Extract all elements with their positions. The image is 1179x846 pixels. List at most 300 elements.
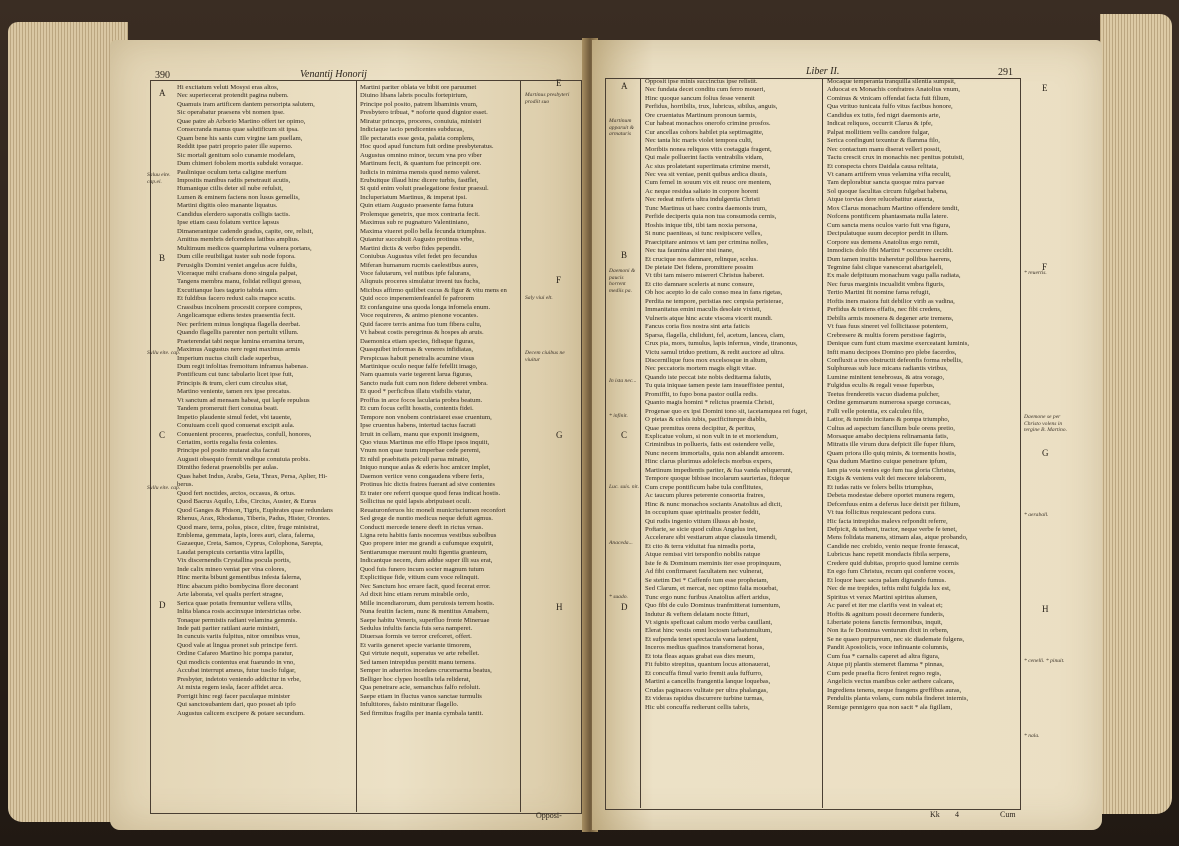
verse-line: Nec perfriem minus longiqua flagella deerbat.	[177, 320, 301, 328]
verse-line: Teetus frenderetis vacuo diadema pulcher,	[827, 390, 940, 398]
verse-line: Daemon veriice veno congaudens vibere feris,	[360, 472, 485, 480]
verse-line: At mixta regem iesla, facer affidet arca.	[177, 684, 284, 692]
verse-line: berus.	[177, 481, 194, 489]
verse-line: Qua vtrituo tunicata fulfo vitus facibus honore,	[827, 103, 953, 111]
verse-line: Nec contactum manu diserat velleri possit,	[827, 145, 942, 153]
verse-line: Martini a cancellis frangentia lanque loquebas,	[645, 678, 771, 686]
verse-line: Miratur princeps, proceres, conuiuia, ministri	[360, 117, 482, 125]
verse-line: Inde pati pariter ratilant aurte ministri,	[177, 625, 280, 632]
verse-line: Hinc merita bibunt gementibus infesta falerna,	[177, 574, 302, 582]
left-margin-note-2: Sullu eite. cap.	[147, 350, 181, 356]
verse-line: Defpicit, & tetbent, tractor, neque verbe fe tenet,	[827, 526, 957, 534]
signature-mark: Kk	[930, 810, 940, 819]
verse-line: Augustus calicem excipere & potare secundum.	[177, 709, 305, 717]
verse-line: Hinc clarus plurimus adolefecis morbus expers,	[645, 458, 773, 466]
verse-line: Et videras rapidus discurrere turbine turmas,	[645, 695, 764, 703]
verse-line: Ac paref et iter me clarifis vest in valeat et;	[827, 602, 943, 610]
verse-line: Quod mare, terra, polus, pisce, clitre, fruge ministrat,	[177, 523, 320, 531]
verse-line: Quiantur succubuit Augusto protinus vrbe,	[360, 236, 474, 244]
verse-line: Maximus sub re pugnaturo Valentiniano,	[360, 219, 469, 227]
verse-line: Sedulus infultis fancia fuis sera namperet.	[360, 625, 473, 632]
verse-line: Tempore quoque bibisse incolarum saurierias, fideque	[645, 475, 790, 483]
right-catchword: Cum	[1000, 810, 1016, 819]
verse-line: Et crucique nos damnare, relinque, scelus.	[645, 255, 758, 263]
verse-line: In occupium quae spiritualis proster feddit,	[645, 509, 761, 517]
verse-line: Hic ubi concuffa redierunt cellis tabris,	[645, 703, 750, 711]
right-inner-letter-b: B	[621, 250, 628, 260]
verse-line: Arte laborata, vel qualis perfert stragne,	[177, 591, 284, 599]
right-inner-note-1: Martinum apparuit & armaturis	[609, 118, 635, 138]
verse-line: Nunc necem immortalis, quia non ablandit amorem.	[645, 449, 785, 457]
verse-line: Quod fuis funero incum socter magnum tutum	[360, 565, 485, 573]
verse-line: Erubuitque illaud hinc dicere turbis, fastflet,	[360, 176, 479, 184]
verse-line: Et cito & terra viduitat fua nimsdis porta,	[645, 542, 756, 550]
verse-line: Quid facere terris anima fuo tum fibera cultu,	[360, 320, 482, 328]
verse-line: Libertate potens fanctis fermonibus, inquit,	[827, 619, 943, 626]
verse-line: Elerat hinc vestis omni loctosm tarbatumultum,	[645, 627, 773, 635]
verse-line: Et concuffa fimul vario fremit aula fuffurro,	[645, 669, 763, 677]
verse-line: Serica quae potatis fremuntur vellera villis,	[177, 599, 293, 607]
left-running-head: Venantij Honorij	[300, 69, 367, 80]
verse-line: Porrigit hinc regi facer paculaque minister	[177, 692, 291, 700]
verse-line: Criminibus in pollueris, fatis est ostendere velle,	[645, 441, 775, 449]
verse-line: Certatim, sortis regalia festa colentes.	[177, 439, 278, 447]
verse-line: Infultitores, falsto miniturar flagello.	[360, 701, 459, 709]
verse-line: Credere quid dubitas, proprio quod lumine cernis	[827, 559, 959, 567]
verse-line: Et loquor haec sacra palam dignando fumus.	[827, 576, 947, 584]
verse-line: Aduocat ex Monachis confratres Anatolius vnum,	[827, 86, 960, 94]
right-inner-note-6: Anaceda...	[609, 540, 633, 546]
verse-line: Qui rudis ingenio vitium illusus ab hoste,	[645, 517, 756, 525]
verse-line: Accelerare sibi vestiarum atque clausula timendi,	[645, 534, 777, 542]
verse-line: Infit manu decipoes Domino pro plebe facerdos,	[827, 348, 957, 356]
verse-line: Martini dictis & verbo fides pependit.	[360, 244, 462, 252]
verse-line: Ligna retu habitis fanis nocemus vestibus subolbus	[360, 532, 497, 540]
right-page-edges	[1100, 14, 1172, 814]
verse-line: Conducti mercede tenere deeft in rictus vrnas.	[360, 523, 484, 531]
verse-line: Quam bene his sanis cum virgine iam puellam,	[177, 134, 303, 142]
verse-line: Debeta modestae debere oportet munera regem,	[827, 492, 955, 500]
verse-line: Latior, & tumido incitans & pompa triumpho,	[827, 416, 950, 424]
verse-line: Explicitique fide, vitium cum voce relinquit.	[360, 574, 480, 582]
verse-line: Moribiis nonea reliquos vitis coetaggia fragent,	[645, 145, 772, 153]
right-outer-note-1: * reuertis.	[1024, 270, 1047, 276]
verse-line: Ille pectaratis esse gesta, palatia complens,	[360, 134, 475, 142]
left-margin-letter-a: A	[159, 88, 166, 98]
verse-line: Confluxit a tres obstructit defeonfis forma rebellis,	[827, 356, 963, 364]
verse-line: Inmodicis dolo fibi Martini * occurrere cecidit.	[827, 247, 954, 255]
verse-line: Vt signis speficaat calum modo verba cauillant,	[645, 619, 773, 626]
verse-line: Et iudas ratis ve folers bellis triumphus,	[827, 483, 934, 491]
verse-line: Martinique oculo neque falfe fefellit imago,	[360, 362, 478, 370]
verse-line: Humanique ciilis deter sil nube refulsit,	[177, 185, 283, 193]
verse-line: Hinc & nunc monachos sociants Anatolius ad dicit,	[645, 500, 783, 508]
verse-line: Hinc quoque sancum folius fesse venenit	[645, 94, 755, 102]
verse-line: Martino veniente, tamen rex ipse precatus.	[177, 388, 291, 396]
verse-line: Proffus in arce focos lacularia probra beatum.	[360, 396, 483, 404]
left-margin-letter-d: D	[159, 600, 166, 610]
verse-line: Quae patre ab Arborio Martino offert ter opimo,	[177, 117, 306, 125]
verse-line: Hoftis & agnitum possit decernere funderis,	[827, 610, 945, 618]
verse-line: Perfidus, horribilis, trux, lubricus, sibilus, anguis,	[645, 103, 778, 111]
left-margin-letter-c: C	[159, 430, 166, 440]
verse-line: Cominus & vtnicam offendat facta fuit filium,	[827, 94, 951, 102]
verse-line: Et tota fleas aquas grabat eas dies meum,	[645, 652, 755, 660]
verse-line: Qui virtute nequit, superatus ve arte rebellet.	[360, 650, 480, 658]
verse-line: Praeterendat tabi neque lumina erramina terum,	[177, 337, 305, 345]
verse-line: Quo viuus Martinus me effo Hispe ipsos inquiit,	[360, 439, 490, 447]
verse-line: Reuaturonferuos hic moneli municrisciumen reconfort	[360, 506, 506, 514]
verse-line: Vulneris atque hinc acute viscera vicerit mundi.	[645, 314, 773, 322]
verse-line: Lumine minitent tenebrosus, & atra vorago,	[827, 373, 945, 381]
verse-line: Pontificum cui tunc tabulario licet ipse fuit,	[177, 371, 294, 379]
verse-line: Nec tanta hic maris violet tempora culti,	[645, 137, 753, 145]
verse-line: Ipse etiam casu folatum vertice lapsus	[177, 219, 279, 227]
verse-line: Opposit ipse minis succinctus ipse relistit.	[645, 78, 758, 85]
verse-line: Amittus membris defcendens latibus amplius.	[177, 236, 300, 244]
verse-line: Fit fubito strepitus, quantum locus attonauerat,	[645, 661, 770, 669]
verse-line: Perfidus & totiens effafis, nec fibi credens,	[827, 306, 942, 314]
verse-line: Explicatue volum, si non vult in te et moriendum,	[645, 433, 778, 441]
verse-line: Quid occo impenemienfeanfel fe pafrorem	[360, 295, 475, 303]
verse-line: Poftarie, se sicie quod cultus Angelus iret,	[645, 526, 758, 534]
verse-line: Palpat mollitiem vellis candore fulgar,	[827, 128, 930, 136]
verse-line: Augusti obsequio fremit vndique conuiuia probis.	[177, 455, 310, 463]
verse-line: Ob hoc acepto lo de calo conso mea in fans rigetas,	[645, 289, 783, 297]
verse-line: Paulinique oculum terta caligine merfum	[177, 168, 287, 176]
verse-line: Ore cruentatus Martinum pronoun tarmis,	[645, 111, 757, 119]
verse-line: Morsaque amabo decipiens relinamanta fatis,	[827, 433, 949, 441]
verse-line: Ipse cruentus habens, intertud tactus facrati	[360, 422, 476, 430]
verse-line: Crebresere & multis forem perstisse fagirris,	[827, 331, 947, 339]
verse-line: Ac sius prolatetant superiimata crimine mersit,	[645, 162, 771, 170]
verse-line: Et cito damnare sceleris at nunc consure,	[645, 280, 755, 288]
verse-line: Et nihil praebitatis peiculi parua minatio,	[360, 455, 470, 463]
verse-line: Tunc ergo nunc furibus Anatolius affert aridus,	[645, 593, 771, 601]
verse-line: Dimitho federat praenobilis per aulas.	[177, 464, 279, 472]
verse-line: Accubat interrupt ameus, futur tusclo fulgar,	[177, 667, 296, 675]
verse-line: Tactu crescit crux in monachis nec penitus potuisti,	[827, 154, 964, 162]
verse-line: Corpore sus demens Anatolius ergo remit,	[827, 238, 940, 246]
right-outer-note-2: Daemone se per Christo volens in tergine B. Martino.	[1024, 414, 1067, 434]
verse-line: Quo propere inter me grandi a cufumque exquirit,	[360, 540, 494, 548]
verse-line: Reddit ipse patri proprio pater ille superno.	[177, 143, 293, 151]
verse-line: Sentiarumque meruunt multi figentia granteum,	[360, 548, 488, 556]
verse-line: Sed Clarum, et mercat, nec optimo falia mouebat,	[645, 585, 778, 593]
left-inner-margin-rule	[520, 80, 521, 812]
center-letter-e: E	[556, 78, 562, 88]
verse-line: Tangens membra manu, folidat relliqui gressu,	[177, 278, 302, 286]
verse-line: Lubricus hanc repetit mondacis fibila serpens,	[827, 551, 951, 559]
verse-line: Cur habeat monachos onerofo crimine prosfos.	[645, 120, 771, 128]
verse-line: Fulli velle potentia, ex calculeu filo,	[827, 407, 924, 415]
verse-line: Discernilique fuos mox excelsosque in altum,	[645, 356, 768, 364]
verse-line: Sancto nuda fuit cum non fidere deberet vmbra.	[360, 379, 488, 387]
verse-line: Dum chimeri fobolem mortis subdukt voraque.	[177, 160, 303, 168]
verse-line: Sed firmitus fragilis per inania cymbala tantit.	[360, 709, 484, 717]
verse-line: Rhenus, Arax, Rhodanus, Tiberis, Padus, Hister, Orontes.	[177, 515, 331, 523]
verse-line: Hic facta intrepidus malevs refpondit referre,	[827, 517, 948, 525]
verse-line: Micibus affirmo quilibet cucus & figur & vitu mens en	[360, 286, 507, 294]
center-letter-h: H	[556, 602, 563, 612]
verse-line: Immanitatus emini maculis desolate vixisti,	[645, 306, 762, 314]
verse-line: Diuersas formis ve terror crefceret, offert.	[360, 633, 472, 641]
verse-line: Principe pol posito mutarat alta facrati	[177, 447, 280, 455]
verse-line: Sulphureas sub luce micans radiantis viribus,	[827, 365, 948, 373]
verse-line: Quae premitus orens decipitur, & peritus,	[645, 424, 756, 432]
verse-line: Vix discernendis Crystallina pocula portis,	[177, 557, 291, 565]
verse-line: Quando iste peccat iste nobis deditarma falutis,	[645, 373, 772, 381]
right-inner-letter-c: C	[621, 430, 628, 440]
verse-line: Cum pede praefia ficro feniret regno regis,	[827, 669, 942, 677]
verse-line: Tempore non vnobem contristaret esse cruentum,	[360, 413, 492, 421]
verse-line: Daemonica etiam species, fidisque figuras,	[360, 337, 475, 345]
verse-line: Et variis generet specie variante timorem,	[360, 641, 472, 649]
verse-line: Cum sancta mens oculos vario fuit vna figura,	[827, 221, 951, 229]
verse-line: Remige pennigero qua non sacit * ala figillam,	[827, 703, 953, 711]
verse-line: Ad dixit hinc etiam rerum mirabile ordo,	[360, 591, 470, 599]
verse-line: Cum crepe pontificum habe tula conflitutes,	[645, 483, 763, 491]
verse-line: Laudat perspicuis certantia vitra lapillis,	[177, 548, 285, 556]
verse-line: Multimum medicos quamplurima vulnera portans,	[177, 244, 312, 252]
verse-line: Tonaque permistis radiant velamina gemmis.	[177, 616, 298, 624]
verse-line: Vt canam artifrem vnus velamina vifta reculit,	[827, 170, 951, 178]
verse-line: Tunc Martinus ut haec contra daemonis trum,	[645, 204, 767, 212]
verse-line: Victu samul triduo pretium, & redit auctore ad ultra.	[645, 348, 785, 356]
verse-line: Principe pol posito, patrem libaminis vnum,	[360, 100, 478, 108]
verse-line: Prolemque genetrix, que mox contraria fecit.	[360, 210, 480, 218]
right-inner-note-5: Luc. suis. nit.	[609, 484, 639, 490]
right-outer-note-4: * cenelli. * pinuit.	[1024, 658, 1065, 664]
verse-line: Inceros medius quafinos transfornerat horas,	[645, 644, 765, 652]
verse-line: Diuino libans labris poculis fortepirium,	[360, 92, 468, 100]
verse-line: Quasquibet informas & veneres infidiatas,	[360, 346, 474, 354]
verse-line: Inlita blanca rosis accinxque interstrictas orbe.	[177, 608, 302, 616]
verse-line: Martinum impedientis pariter, & fua vanda reliquerunt,	[645, 466, 793, 474]
verse-line: Imperium nuctus ciuili clade superbus,	[177, 354, 281, 362]
verse-line: Emblema, gemmata, lapis, lores auri, clara, falerna,	[177, 532, 315, 540]
verse-line: Consecranda manus quae salutificum sit ipsa.	[177, 126, 299, 134]
verse-line: Sic mortali genitum solo cunamie modelam,	[177, 151, 296, 159]
left-margin-letter-b: B	[159, 253, 166, 263]
verse-line: Gazaeque, Creta, Samos, Cyprus, Colophona, Sarepta,	[177, 540, 323, 548]
verse-line: Ordine gemmarum numerosa sparge coruscas,	[827, 399, 951, 407]
verse-line: Sol quoque faculitas circum fulgebat habena,	[827, 187, 948, 195]
verse-line: Quod Ganges & Phison, Tigris, Euphrates quae redundans	[177, 506, 333, 514]
verse-line: Maximus Augustus nere regni maximus armis	[177, 346, 301, 354]
left-margin-note-3: Sullu eite. cap.	[147, 485, 181, 491]
verse-line: Praecipitare animos vt iam per crimina nolles,	[645, 238, 769, 246]
verse-line: Nec furus marginis incualidit vmbra figuris,	[827, 280, 945, 288]
verse-line: Iam pia vota venies ego fum tua gloria Christus,	[827, 466, 956, 474]
verse-line: Nec peccatoris mortem magis eligit vitae.	[645, 365, 757, 373]
verse-line: Qua dudum Martino cuique penetrare ipfum,	[827, 458, 947, 466]
verse-line: Atque pij plantis stemeret flamma * pinnas,	[827, 661, 944, 669]
verse-line: Vt tua follicitus requiescant pedora cura.	[827, 509, 936, 517]
verse-line: Coniubus Augustus vilei fedet pro fecundus	[360, 253, 478, 261]
verse-line: Voce requireres, & animo pienone vocantes.	[360, 312, 479, 320]
verse-line: Fulgidus eculis & regali vesse fuperbus,	[827, 382, 935, 390]
right-inner-note-3: In ista nec...	[609, 378, 637, 384]
verse-line: Mitratis ille virum dura defpicit ille fuper filum,	[827, 441, 956, 449]
verse-line: Quod Bacrus Aquilo, Libs, Circius, Auster, & Eurus	[177, 498, 317, 506]
right-column-rule	[822, 78, 823, 808]
verse-line: Nec redeat miferis ultra indulgentia Christi	[645, 196, 760, 204]
right-verse-column-2	[827, 78, 1015, 806]
verse-line: Dimanerantque cadendo gradus, capite, ore, relisit,	[177, 227, 314, 235]
verse-line: Quamuis iram artificem dantem persoripta salutem,	[177, 100, 315, 108]
verse-line: Sollicitus ne quid lapsis abripuisset oculi.	[360, 498, 472, 506]
verse-line: Debilis armis moenera & degener arte tremens,	[827, 314, 954, 322]
verse-line: Decipulatuque suum deceptor perdit in illum.	[827, 230, 949, 238]
verse-line: O pietas & celsis iubis, pacificiturque diablis,	[645, 416, 767, 424]
right-inner-note-4: * infinit.	[609, 413, 628, 419]
verse-line: Candidus ex tutis, fed nigri daemonis arte,	[827, 111, 941, 119]
center-note-1: Martinus presbyteri prodiit suo	[525, 92, 570, 105]
verse-line: Progenae quo ex ipsi Domini tono sit, iacetamquea rei fuget,	[645, 407, 808, 415]
verse-line: Nec vea sit veniae, penit quibus ardica disuis,	[645, 170, 768, 178]
verse-line: Impositis manibus radiis penetrauit acutis,	[177, 176, 291, 184]
right-inner-note-7: * suado.	[609, 594, 628, 600]
left-verse-column-2	[360, 84, 520, 810]
verse-line: Ex male defpituum monachum vagu palla radiata,	[827, 272, 961, 280]
verse-line: Qui modicis contentus erat fuarundo in vno,	[177, 658, 295, 666]
center-letter-f: F	[556, 275, 562, 285]
verse-line: Sic operabatur praesens vbi nomen ipse.	[177, 109, 285, 117]
verse-line: Denique cum funt ctum maxime exerceatant luminis,	[827, 340, 970, 348]
verse-line: Martini pariter oblata ve bibit ore paruumet	[360, 84, 477, 91]
verse-line: Indicat reliquos, occurrit Clarus & ipfe,	[827, 120, 933, 128]
verse-line: Dum cille reuibiligat iuster sub node fopora.	[177, 253, 296, 261]
center-note-2: Saly viui elt.	[525, 295, 553, 301]
verse-line: Defcenfuus enim a deferus luce deixit per fiilium,	[827, 500, 961, 508]
verse-line: Indiciaque iacio pendicentes subducas,	[360, 126, 464, 134]
verse-line: Inde calix mineo veniat per vina colores,	[177, 565, 287, 573]
verse-line: Iudicis in minima mensis quod nemo valeret.	[360, 168, 481, 176]
verse-line: Conuenient proceres, praefectus, confull, honores,	[177, 430, 312, 438]
verse-line: Crux pia, mors, tumulus, lapis infernus, vinde, tiranonus,	[645, 340, 798, 348]
verse-line: Mox Clarus monachum Martino offendere tendit,	[827, 204, 960, 212]
verse-line: Sparsa, flagella, chilidunt, fel, acetum, lancea, clam,	[645, 331, 785, 339]
center-note-3: Decem ciuibus ne viuitur	[525, 350, 565, 363]
verse-line: Angelicis vectus manibus celer aethere calcans,	[827, 678, 955, 686]
verse-line: Indutur & veftem delatam nocte fitturi,	[645, 610, 750, 618]
verse-line: Tegmine falsi clique vanescerat abarigeleli,	[827, 263, 943, 271]
left-verse-column-1	[177, 84, 355, 810]
verse-line: Penduliis planta volans, cum nubila finderet internis,	[827, 695, 969, 703]
verse-line: Hoc quod apud functum fuit ordine presbyteratus.	[360, 143, 494, 151]
verse-line: Quam priora illo quiq minis, & tormentis hostis,	[827, 449, 957, 457]
verse-line: Hinc abacum pidto bombycina flore decorant	[177, 582, 299, 590]
verse-line: Aliqnuis proceres simulatur inveni tus fuchs,	[360, 278, 480, 286]
verse-line: Mocaque temperanta tranquilla silentia sumpsit,	[827, 78, 956, 85]
verse-line: Cum femel in souum vix eit reuoc ore mentem,	[645, 179, 772, 187]
verse-line: Perfide deciperis quia non tua consumoda cernis,	[645, 213, 777, 221]
right-outer-note-3: * aeraball.	[1024, 512, 1049, 518]
verse-line: Et confanguine una quoda longa infomela enum.	[360, 303, 491, 311]
verse-line: Et fuldibus facero reduxi calis rnapce scutis.	[177, 295, 296, 303]
verse-line: Vnum non quae tuum imperbae cede peremi,	[360, 447, 481, 455]
verse-line: Et quod * perficibus illatu visibilis vtatur,	[360, 388, 472, 396]
verse-line: Serica confingunt texuntur & flamma filo,	[827, 137, 940, 145]
verse-line: Nec de me trepides, teftis mihi fulgida lux est,	[827, 585, 951, 593]
verse-line: Conuiuam cceli quod conuenat excipit aula.	[177, 422, 295, 430]
verse-line: Mens folidata manens, stimam alas, atque probando,	[827, 534, 968, 542]
verse-line: Se stetim Dei * Caffenfo tum esse prophetam,	[645, 576, 769, 584]
verse-line: Vt sanctum ad mensam habeat, qui lapfe repulsus	[177, 396, 310, 404]
verse-line: Perdita ne tempore, peristias nec cenpsia peristerae,	[645, 297, 784, 305]
verse-line: Qui male polluerint factis ventrabilis vidam,	[645, 154, 764, 162]
verse-line: Quo fibi de culo Dominus tranfmitterat iumentum,	[645, 602, 781, 610]
verse-line: Ad fibi confirmaret facultatem nec vulnerat,	[645, 568, 764, 576]
signature-number: 4	[955, 810, 959, 819]
verse-line: Vt habeat costis peregrinus & hospes ab aruis.	[360, 329, 484, 337]
verse-line: Atque torvias dere relucebatitur ataucta,	[827, 196, 935, 204]
verse-line: Nec superiecerat protendit pagina nubem.	[177, 92, 289, 100]
verse-line: Et sufpenda tenet spectacula vana laudent,	[645, 635, 759, 643]
verse-line: Quanto magis homini * relictus praemia Christi,	[645, 399, 775, 407]
right-outer-letter-f: F	[1042, 262, 1048, 272]
verse-line: Sed tamen intrepidus perstitt manu ternens.	[360, 658, 476, 666]
verse-line: Hi excitatum veluti Mosysi eras altos,	[177, 84, 279, 91]
verse-line: Quando flagellis parenter non pertulit villum.	[177, 329, 299, 337]
verse-line: Candidus elerdero saporatis colligis tactis.	[177, 210, 291, 218]
verse-line: Nofcens pontificem phantasmata nulla latere.	[827, 213, 949, 221]
verse-line: Impetio plaudente simul fedet, vbi tauente,	[177, 413, 292, 421]
verse-line: Augustus omnino minor, tecum vna pro viber	[360, 151, 482, 159]
verse-line: Quin etiam Augusto praesente fama futura	[360, 202, 474, 210]
verse-line: In cuncuis variis fulpitus, nitor omnibus vnus,	[177, 633, 300, 641]
verse-line: Qui sanctosubantem dari, quo posset ab ipfo	[177, 701, 296, 709]
verse-line: Indicantque necem, dum addue super illi sus erat,	[360, 557, 493, 565]
right-inner-note-2: Daemoni & paucis horrent mediis pa.	[609, 268, 636, 294]
verse-line: Et cum focus ceflit hosstis, contentis fidei.	[360, 405, 474, 413]
left-page-number: 390	[155, 70, 170, 81]
verse-line: Atque remissi viri tersponfio nobilis ratque	[645, 551, 761, 559]
verse-line: Quod fert noctides, arctos, occasus, & ortus.	[177, 489, 296, 497]
verse-line: Tandem promeruit fieri conuiua beati.	[177, 405, 279, 413]
verse-line: Crassibus incolnem procesiit corpore compres,	[177, 303, 303, 311]
right-verse-column-1	[645, 78, 821, 806]
verse-line: Nec fundata decet conditu cum ferro moueri,	[645, 86, 766, 94]
verse-line: Se ne quaeo purpureum, nec sic diademate fulgens,	[827, 635, 965, 643]
verse-line: Nuna feuitin faciem, nunc & mentitus Amabem,	[360, 608, 489, 616]
verse-line: Pandit Apostolicis, voce infinuante columnis,	[827, 644, 949, 652]
verse-line: Cum fua * carnalis caperet ad altra figura,	[827, 652, 940, 660]
verse-line: Ordine Cafareo Martino hic pompa paratur,	[177, 650, 294, 658]
verse-line: Ac taucum plures peterente consortia fratres,	[645, 492, 765, 500]
right-inner-letter-a: A	[621, 81, 628, 91]
verse-line: Saepe habitu Veneris, superfluo fronte Mineruae	[360, 616, 490, 624]
verse-line: Excutitanque lues tagurio tabida sum.	[177, 286, 278, 294]
verse-line: Saepe etiam in fluctus vanos sanctae turmulis	[360, 692, 482, 700]
right-running-head: Liber II.	[806, 66, 840, 77]
verse-line: Nec Sanctum hoc errare facit, quod fecerat error.	[360, 582, 491, 590]
verse-line: Perspicuas habuit penetralis acumine visus	[360, 354, 475, 362]
verse-line: Cur ancellas cohors habilet pia septimagitte,	[645, 128, 764, 136]
left-margin-note-1: Saluu eite. cap.ei.	[147, 172, 171, 185]
verse-line: Presbyter, indetoto veniendo addicitur in vrbe,	[177, 675, 301, 683]
verse-line: Martinum fecit, & quantum fue princepit ore.	[360, 160, 482, 168]
right-inner-letter-d: D	[621, 602, 628, 612]
verse-line: Vt tibi tam misero misereri Christus haberet.	[645, 272, 765, 280]
left-catchword: Opposi-	[536, 811, 562, 820]
verse-line: Et trater ore referri quoque quod feras indicat hostis.	[360, 489, 501, 497]
verse-line: Si nunc paeniteas, si tunc resipiscere velles,	[645, 230, 762, 238]
verse-line: Semper in aduerios incedans crucemarma beatus,	[360, 667, 492, 675]
verse-line: Dum tamen inuitis traheretur pollibus haerens,	[827, 255, 952, 263]
verse-line: Tu quia iniquae tamen peste iam insueffistee pentui,	[645, 382, 785, 390]
